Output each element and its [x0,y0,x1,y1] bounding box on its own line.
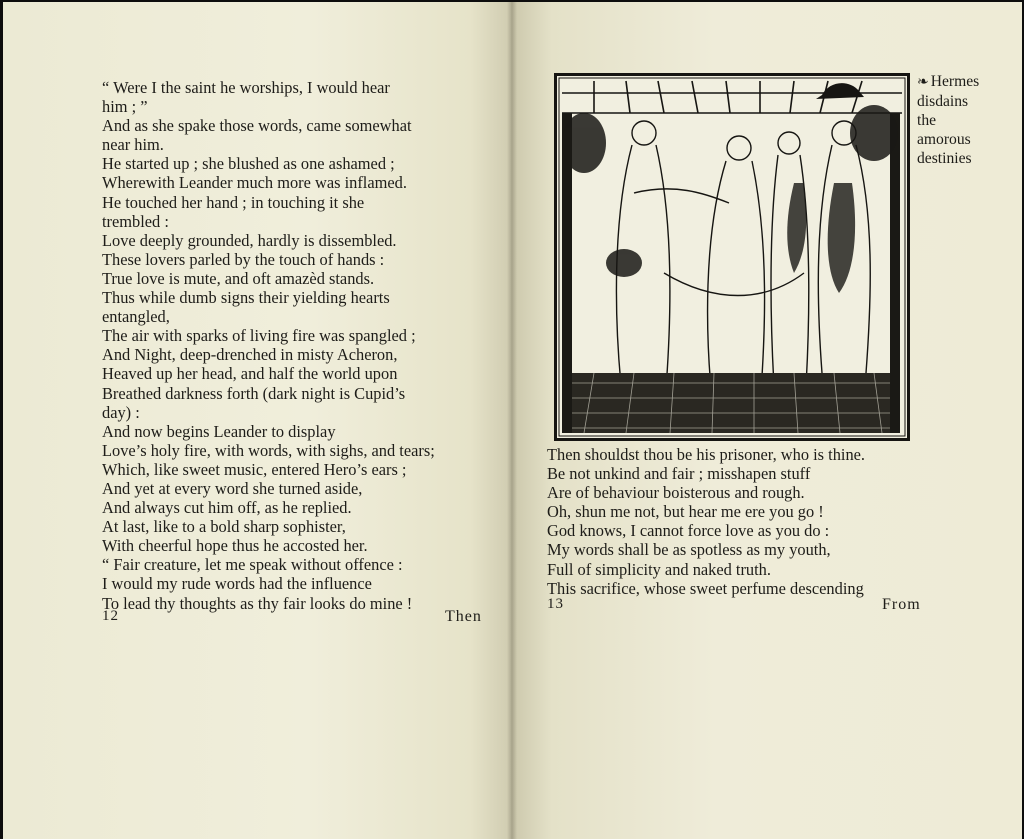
text-line: Heaved up her head, and half the world upon [102,364,398,384]
text-line: Wherewith Leander much more was inflamed. [102,173,407,193]
sidenote [917,72,979,168]
text-line: True love is mute, and oft amazèd stands. [102,268,375,288]
text-line: These lovers parled by the touch of hands : [102,249,385,269]
page-number: 13 [547,596,564,612]
text-line: entangled, [102,307,170,327]
book-gutter [507,2,517,839]
text-line: him ; ” [102,97,148,117]
sidenote-line: amorous [917,131,971,148]
text-line: Be not unkind and fair ; misshapen stuff [547,464,811,484]
text-line: Which, like sweet music, entered Hero’s ears ; [102,459,407,479]
text-line: Are of behaviour boisterous and rough. [547,483,805,503]
text-line: Then shouldst thou be his prisoner, who is thine. [547,445,866,464]
left-page [3,2,511,839]
text-line: Love deeply grounded, hardly is dissembled. [102,230,397,250]
text-line: At last, like to a bold sharp sophister, [102,517,346,537]
sidenote-line: disdains [917,93,969,110]
left-page-text [102,78,435,613]
text-line: day) : [102,402,140,422]
right-page-text [547,445,865,598]
woodcut-illustration [554,73,910,441]
text-line: “ Fair creature, let me speak without offence : [102,555,403,575]
text-line: Thus while dumb signs their yielding hearts [102,288,390,308]
right-page [511,2,1022,839]
sidenote-line: the [917,112,937,129]
text-line: And now begins Leander to display [102,421,336,441]
text-line: This sacrifice, whose sweet perfume descending [547,578,864,598]
fleuron-icon: ❧ [917,75,929,90]
catchword: Then [445,608,482,625]
page-number: 12 [102,608,119,624]
text-line: Oh, shun me not, but hear me ere you go ! [547,502,824,522]
text-line: near him. [102,135,164,155]
text-line: He touched her hand ; in touching it she [102,192,365,212]
text-line: I would my rude words had the influence [102,574,372,594]
text-line: And as she spake those words, came somewhat [102,116,412,136]
text-line: My words shall be as spotless as my youth, [547,540,831,560]
text-line: Full of simplicity and naked truth. [547,559,771,579]
text-line: “ Were I the saint he worships, I would hear [102,78,390,97]
text-line: He started up ; she blushed as one ashamed ; [102,154,395,174]
text-line: And yet at every word she turned aside, [102,478,363,498]
patterned-floor [572,373,890,433]
text-line: trembled : [102,211,169,231]
text-line: And always cut him off, as he replied. [102,498,352,518]
text-line: And Night, deep-drenched in misty Acheron, [102,345,398,365]
sidenote-text: Hermes [930,73,980,90]
text-line: Love’s holy fire, with words, with sighs, and tears; [102,440,435,460]
sidenote-line [917,72,979,92]
text-line: To lead thy thoughts as thy fair looks do mine ! [102,593,413,613]
text-line: Breathed darkness forth (dark night is Cupid’s [102,383,406,403]
text-line: God knows, I cannot force love as you do : [547,521,830,541]
text-line: The air with sparks of living fire was spangled ; [102,326,416,346]
text-line: With cheerful hope thus he accosted her. [102,536,368,556]
sidenote-line: destinies [917,150,972,167]
catchword: From [882,596,921,613]
book-spread [0,2,1024,839]
